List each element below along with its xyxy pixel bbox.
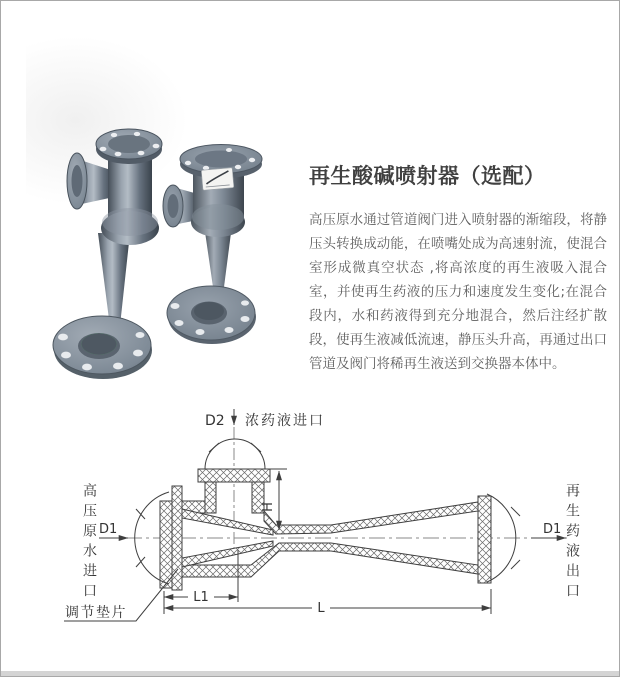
product-description: 高压原水通过管道阀门进入喷射器的渐缩段，将静压头转换成动能，在喷嘴处成为高速射流，使混合室形成微真空状态 ,将高浓度的再生液吸入混合室，并使再生药液的压力和速度发生变化;在混合段内，水和药液得到充分地混合，然后注经扩散段，使再生液减低流速，静压头升高，再通过出口管道及阀门将稀再生液送到交换器本体中。 <box>309 212 607 372</box>
dim-l-label: L <box>317 601 325 616</box>
page-title: 再生酸碱喷射器（选配） <box>309 164 546 188</box>
technical-drawing-image <box>59 399 620 663</box>
product-photo <box>26 19 301 381</box>
product-info <box>309 161 607 376</box>
page-bottom-bar <box>1 671 619 676</box>
label-right-outlet: 再生药液出口 <box>564 483 580 603</box>
dim-h-label: H <box>261 502 276 512</box>
ejector-right <box>163 145 262 345</box>
ejector-cross-section <box>160 469 491 590</box>
technical-drawing <box>59 399 620 663</box>
label-left-inlet: 高压原水进口 <box>81 483 97 603</box>
ejector-left <box>53 129 162 379</box>
label-sticker <box>201 168 234 191</box>
dim-d1-right-label: D1 <box>543 522 562 537</box>
dim-l1-label: L1 <box>193 590 209 605</box>
label-top-inlet: 浓药液进口 <box>245 413 325 429</box>
label-gasket: 调节垫片 <box>65 605 127 621</box>
dim-d2-label: D2 <box>205 413 225 429</box>
dim-d1-left-label: D1 <box>99 522 118 537</box>
product-photo-image <box>26 19 301 381</box>
